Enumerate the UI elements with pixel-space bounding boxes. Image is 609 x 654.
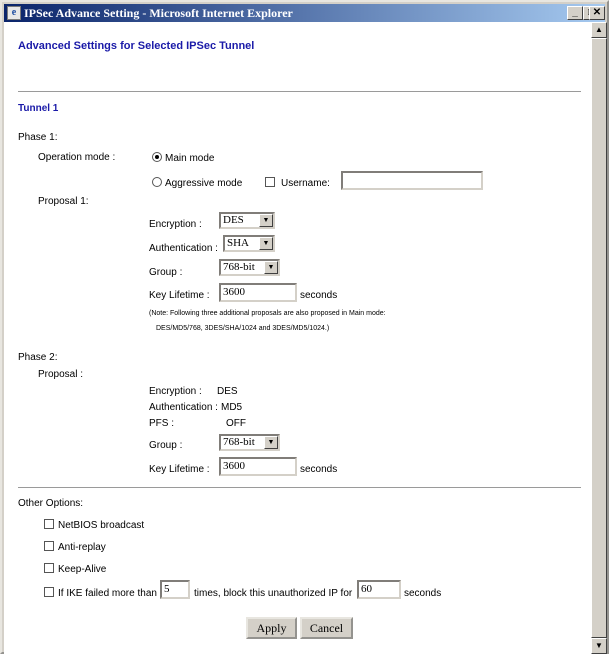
username-checkbox[interactable] (265, 177, 275, 187)
p2-encryption-label: Encryption : (149, 386, 202, 397)
proposal-label: Proposal : (38, 369, 84, 380)
p2-encryption-value: DES (217, 386, 238, 397)
keepalive-checkbox[interactable] (44, 563, 54, 573)
netbios-label: NetBIOS broadcast (58, 520, 145, 531)
chevron-down-icon[interactable]: ▼ (259, 237, 273, 250)
encryption-label: Encryption : (149, 219, 202, 230)
netbios-checkbox[interactable] (44, 519, 54, 529)
tunnel-title: Tunnel 1 (18, 103, 59, 114)
authentication-select[interactable] (223, 235, 275, 252)
p2-key-lifetime-label: Key Lifetime : (149, 464, 210, 475)
proposal1-label: Proposal 1: (38, 196, 89, 207)
p2-authentication-value: MD5 (221, 402, 243, 413)
pfs-value: OFF (226, 418, 246, 429)
antireplay-checkbox[interactable] (44, 541, 54, 551)
p2-seconds-label: seconds (300, 464, 338, 475)
pfs-label: PFS : (149, 418, 175, 429)
ike-prefix-label: If IKE failed more than (58, 588, 157, 599)
aggressive-mode-radio[interactable] (152, 177, 162, 187)
ike-suffix-label: seconds (404, 588, 442, 599)
group-label: Group : (149, 267, 183, 278)
note-line1: (Note: Following three additional proposals are also proposed in Main mode: (149, 310, 386, 317)
scroll-thumb[interactable] (591, 38, 607, 638)
page-content (4, 22, 591, 654)
phase1-label: Phase 1: (18, 132, 58, 143)
main-mode-radio[interactable] (152, 152, 162, 162)
divider (18, 487, 581, 489)
note-line2: DES/MD5/768, 3DES/SHA/1024 and 3DES/MD5/1024.) (156, 325, 330, 332)
authentication-value: SHA (227, 237, 250, 249)
p2-group-label: Group : (149, 440, 183, 451)
ike-block-input[interactable]: 60 (357, 580, 401, 599)
vertical-scrollbar[interactable] (591, 22, 607, 654)
p2-authentication-label: Authentication : (149, 402, 218, 413)
key-lifetime-input[interactable]: 3600 (219, 283, 297, 302)
authentication-label: Authentication : (149, 243, 218, 254)
p2-key-lifetime-input[interactable]: 3600 (219, 457, 297, 476)
title-bar[interactable] (4, 4, 605, 22)
scroll-up-icon[interactable]: ▲ (591, 22, 607, 38)
apply-button[interactable]: Apply (246, 617, 297, 639)
ie-icon: e (7, 6, 21, 20)
seconds-label: seconds (300, 290, 338, 301)
page-heading: Advanced Settings for Selected IPSec Tunnel (18, 40, 255, 52)
antireplay-label: Anti-replay (58, 542, 106, 553)
window-title: IPSec Advance Setting - Microsoft Internet Explorer (24, 6, 293, 20)
encryption-value: DES (223, 214, 244, 226)
aggressive-mode-label: Aggressive mode (165, 178, 243, 189)
key-lifetime-label: Key Lifetime : (149, 290, 210, 301)
main-mode-label: Main mode (165, 153, 215, 164)
p2-group-value: 768-bit (223, 436, 255, 448)
keepalive-label: Keep-Alive (58, 564, 107, 575)
ike-middle-label: times, block this unauthorized IP for (194, 588, 353, 599)
chevron-down-icon[interactable]: ▼ (264, 436, 278, 449)
cancel-button[interactable]: Cancel (300, 617, 353, 639)
ike-times-input[interactable]: 5 (160, 580, 190, 599)
other-options-label: Other Options: (18, 498, 84, 509)
operation-mode-label: Operation mode : (38, 152, 116, 163)
minimize-button[interactable]: _ (567, 6, 583, 20)
divider (18, 91, 581, 93)
encryption-select[interactable] (219, 212, 275, 229)
chevron-down-icon[interactable]: ▼ (259, 214, 273, 227)
close-button[interactable]: ✕ (589, 6, 605, 20)
username-label: Username: (281, 178, 330, 189)
chevron-down-icon[interactable]: ▼ (264, 261, 278, 274)
phase2-label: Phase 2: (18, 352, 58, 363)
scroll-down-icon[interactable]: ▼ (591, 638, 607, 654)
group-value: 768-bit (223, 261, 255, 273)
group-select[interactable] (219, 259, 280, 276)
p2-group-select[interactable] (219, 434, 280, 451)
ike-checkbox[interactable] (44, 587, 54, 597)
username-input[interactable] (341, 171, 483, 190)
